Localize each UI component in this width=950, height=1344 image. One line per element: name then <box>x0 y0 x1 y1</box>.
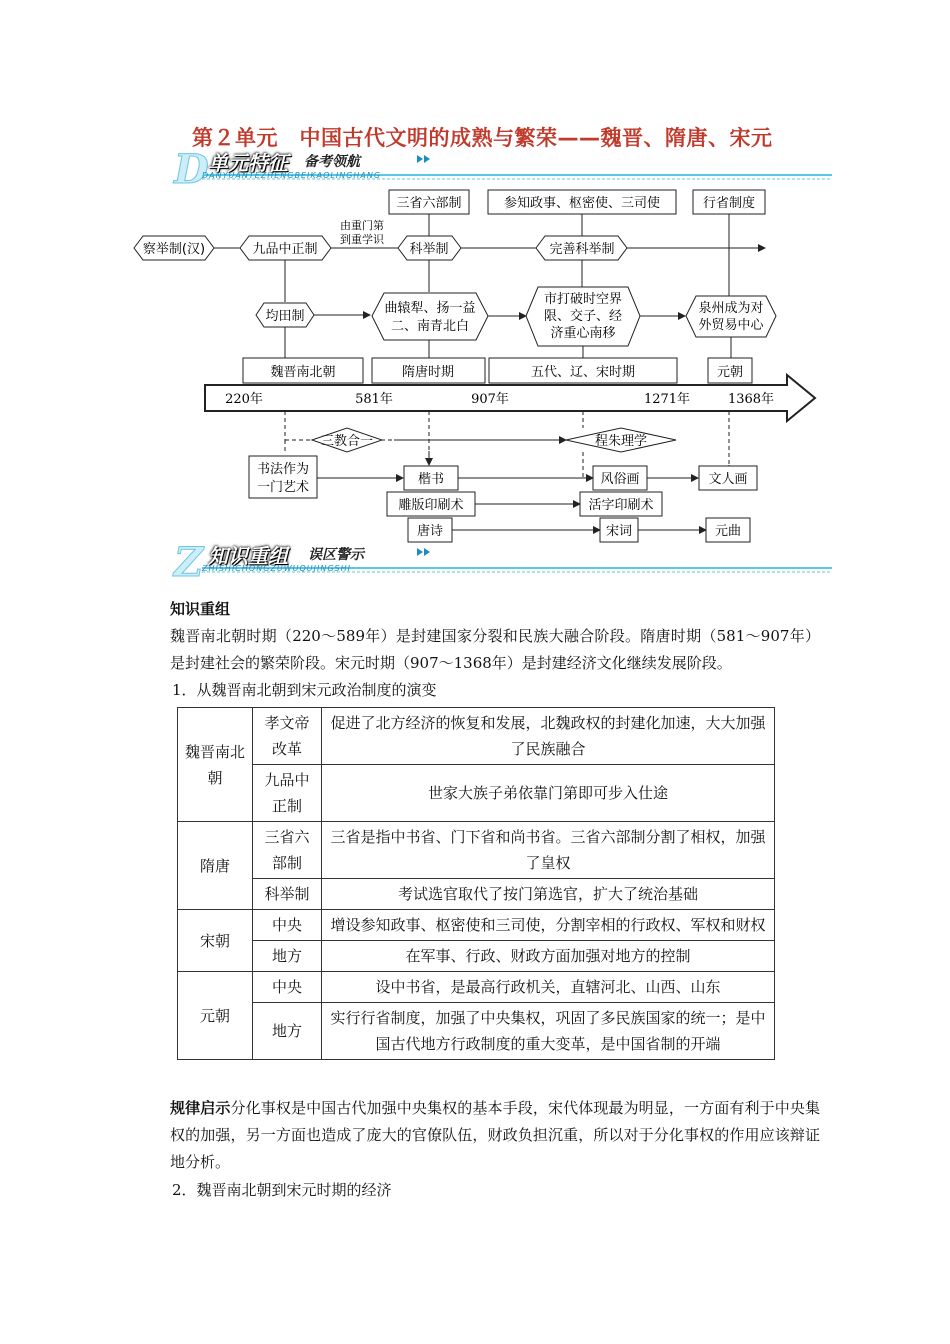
period-cell: 魏晋南北朝 <box>178 708 253 822</box>
label-wanshan-keju: 完善科举制 <box>549 242 615 257</box>
item-cell: 科举制 <box>253 879 322 910</box>
label-shi-3: 济重心南移 <box>550 326 616 341</box>
label-suitang: 隋唐时期 <box>401 365 455 380</box>
table-row <box>178 972 775 1003</box>
label-shufa-2: 一门艺术 <box>256 480 310 495</box>
section-heading: 知识重组 <box>170 600 231 618</box>
table-row <box>178 822 775 879</box>
table-row <box>178 879 775 910</box>
section-banner-knowledge <box>172 538 832 578</box>
content-cell: 在军事、行政、财政方面加强对地方的控制 <box>322 941 775 972</box>
year-1271: 1271年 <box>643 392 691 407</box>
label-canzhi: 参知政事、枢密使、三司使 <box>503 196 661 211</box>
label-juntian: 均田制 <box>265 309 305 324</box>
label-yuan: 元朝 <box>716 365 744 380</box>
banner-pinyin: DANYUANTEZHENGBEIKAOLINGHANG <box>202 171 382 180</box>
banner-letter-d: D <box>174 146 209 185</box>
table-row <box>178 910 775 941</box>
table-row <box>178 765 775 822</box>
item-cell: 地方 <box>253 941 322 972</box>
item-cell: 九品中正制 <box>253 765 322 822</box>
label-quyuanli-1: 曲辕犁、扬一益 <box>384 301 476 316</box>
rule-text: 分化事权是中国古代加强中央集权的基本手段，宋代体现最为明显，一方面有利于中央集权的加强，另一方面也造成了庞大的官僚队伍，财政负担沉重，所以对于分化事权的作用应该辩证地分析。 <box>170 1099 820 1171</box>
year-907: 907年 <box>471 392 509 407</box>
table-row <box>178 1003 775 1060</box>
label-yuanqu: 元曲 <box>714 524 742 539</box>
label-tangshi: 唐诗 <box>416 524 444 539</box>
item-cell: 中央 <box>253 972 322 1003</box>
label-huozi: 活字印刷术 <box>588 498 654 513</box>
label-chengzhu: 程朱理学 <box>594 434 648 449</box>
rule-paragraph <box>170 1095 820 1176</box>
label-shi-1: 市打破时空界 <box>543 292 623 307</box>
label-xingsheng: 行省制度 <box>702 196 756 211</box>
content-cell: 世家大族子弟依靠门第即可步入仕途 <box>322 765 775 822</box>
item-cell: 孝文帝改革 <box>253 708 322 765</box>
label-song: 五代、辽、宋时期 <box>530 365 636 380</box>
year-581: 581年 <box>355 392 393 407</box>
banner-subheading: 误区警示 <box>308 547 364 563</box>
table-row <box>178 708 775 765</box>
banner-letter-z: Z <box>174 539 204 578</box>
timeline-diagram <box>0 0 950 560</box>
label-quanzhou-1: 泉州成为对 <box>698 301 764 316</box>
period-cell: 元朝 <box>178 972 253 1060</box>
label-shufa-1: 书法作为 <box>256 462 310 477</box>
label-sansheng: 三省六部制 <box>396 196 462 211</box>
label-sanjiao: 三教合一 <box>320 434 374 449</box>
label-fengsuhua: 风俗画 <box>600 472 640 487</box>
content-cell: 设中书省，是最高行政机关，直辖河北、山西、山东 <box>322 972 775 1003</box>
list-item-2: 2．魏晋南北朝到宋元时期的经济 <box>172 1181 392 1199</box>
year-1368: 1368年 <box>727 392 775 407</box>
intro-paragraph: 魏晋南北朝时期（220～589年）是封建国家分裂和民族大融合阶段。隋唐时期（581～907年）是封建社会的繁荣阶段。宋元时期（907～1368年）是封建经济文化继续发展阶段。 <box>170 627 820 672</box>
label-keju: 科举制 <box>409 242 449 257</box>
year-220: 220年 <box>225 392 263 407</box>
label-weijin: 魏晋南北朝 <box>270 365 336 380</box>
content-cell: 考试选官取代了按门第选官，扩大了统治基础 <box>322 879 775 910</box>
label-kaishu: 楷书 <box>417 472 445 487</box>
label-chajuzhi: 察举制(汉) <box>142 242 206 257</box>
content-cell: 实行行省制度，加强了中央集权，巩固了多民族国家的统一；是中国古代地方行政制度的重大变革，是中国省制的开端 <box>322 1003 775 1060</box>
banner-heading: 单元特征 <box>208 151 288 175</box>
banner-pinyin: ZHISHICHONGZUWUQUJINGSHI <box>202 564 351 573</box>
label-diaoban: 雕版印刷术 <box>398 498 464 513</box>
label-shi-2: 限、交子、经 <box>543 309 623 324</box>
period-cell: 宋朝 <box>178 910 253 972</box>
label-quanzhou-2: 外贸易中心 <box>698 318 764 333</box>
page-title: 第２单元 中国古代文明的成熟与繁荣——魏晋、隋唐、宋元 <box>192 126 773 150</box>
label-songci: 宋词 <box>605 524 633 539</box>
item-cell: 三省六部制 <box>253 822 322 879</box>
item-cell: 中央 <box>253 910 322 941</box>
period-cell: 隋唐 <box>178 822 253 910</box>
content-cell: 增设参知政事、枢密使和三司使，分割宰相的行政权、军权和财权 <box>322 910 775 941</box>
content-cell: 促进了北方经济的恢复和发展，北魏政权的封建化加速，大大加强了民族融合 <box>322 708 775 765</box>
label-arrow-1: 由重门第 <box>340 219 384 232</box>
label-jiupin: 九品中正制 <box>252 242 318 257</box>
label-arrow-2: 到重学识 <box>340 233 384 246</box>
content-cell: 三省是指中书省、门下省和尚书省。三省六部制分割了相权，加强了皇权 <box>322 822 775 879</box>
list-item-1: 1．从魏晋南北朝到宋元政治制度的演变 <box>172 681 437 699</box>
banner-subheading: 备考领航 <box>304 154 360 170</box>
item-cell: 地方 <box>253 1003 322 1060</box>
label-wenrenhua: 文人画 <box>708 472 748 487</box>
politics-table <box>177 707 775 1060</box>
banner-heading: 知识重组 <box>208 544 288 568</box>
table-row <box>178 941 775 972</box>
label-quyuanli-2: 二、南青北白 <box>390 319 470 334</box>
rule-label: 规律启示 <box>170 1099 231 1117</box>
